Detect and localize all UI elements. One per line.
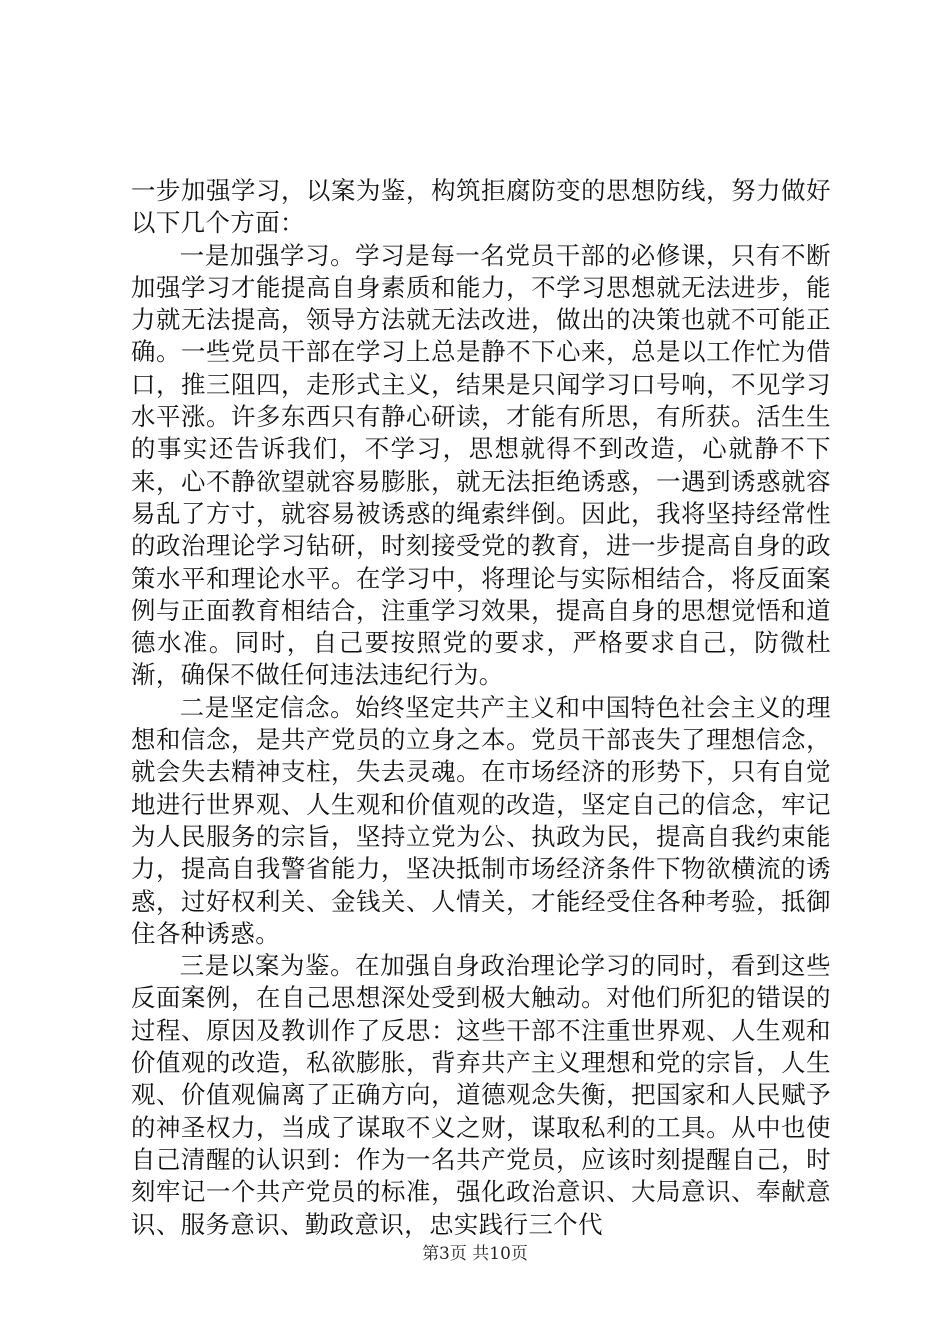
paragraph-intro: 一步加强学习，以案为鉴，构筑拒腐防变的思想防线，努力做好以下几个方面： (131, 176, 831, 238)
page-number: 第3页 共10页 (422, 1244, 528, 1264)
paragraph-belief: 二是坚定信念。始终坚定共产主义和中国特色社会主义的理想和信念，是共产党员的立身之本。党员干部丧失了理想信念，就会失去精神支柱，失去灵魂。在市场经济的形势下，只有自觉地进行世界观、人生观和价值观的改造，坚定自己的信念，牢记为人民服务的宗旨，坚持立党为公、执政为民，提高自我约束能力，提高自我警省能力，坚决抵制市场经济条件下物欲横流的诱惑，过好权利关、金钱关、人情关，才能经受住各种考验，抵御住各种诱惑。 (131, 692, 831, 948)
page-footer (0, 1243, 950, 1265)
document-body (131, 175, 831, 1241)
paragraph-study: 一是加强学习。学习是每一名党员干部的必修课，只有不断加强学习才能提高自身素质和能力，不学习思想就无法进步，能力就无法提高，领导方法就无法改进，做出的决策也就不可能正确。一些党员干部在学习上总是静不下心来，总是以工作忙为借口，推三阻四，走形式主义，结果是只闻学习口号响，不见学习水平涨。许多东西只有静心研读，才能有所思，有所获。活生生的事实还告诉我们，不学习，思想就得不到改造，心就静不下来，心不静欲望就容易膨胀，就无法拒绝诱惑，一遇到诱惑就容易乱了方寸，就容易被诱惑的绳索绊倒。因此，我将坚持经常性的政治理论学习钻研，时刻接受党的教育，进一步提高自身的政策水平和理论水平。在学习中，将理论与实际相结合，将反面案例与正面教育相结合，注重学习效果，提高自身的思想觉悟和道德水准。同时，自己要按照党的要求，严格要求自己，防微杜渐，确保不做任何违法违纪行为。 (131, 240, 831, 690)
paragraph-cases: 三是以案为鉴。在加强自身政治理论学习的同时，看到这些反面案例，在自己思想深处受到极大触动。对他们所犯的错误的过程、原因及教训作了反思：这些干部不注重世界观、人生观和价值观的改造，私欲膨胀，背弃共产主义理想和党的宗旨，人生观、价值观偏离了正确方向，道德观念失衡，把国家和人民赋予的神圣权力，当成了谋取不义之财，谋取私利的工具。从中也使自己清醒的认识到：作为一名共产党员，应该时刻提醒自己，时刻牢记一个共产党员的标准，强化政治意识、大局意识、奉献意识、服务意识、勤政意识，忠实践行三个代 (131, 951, 831, 1239)
